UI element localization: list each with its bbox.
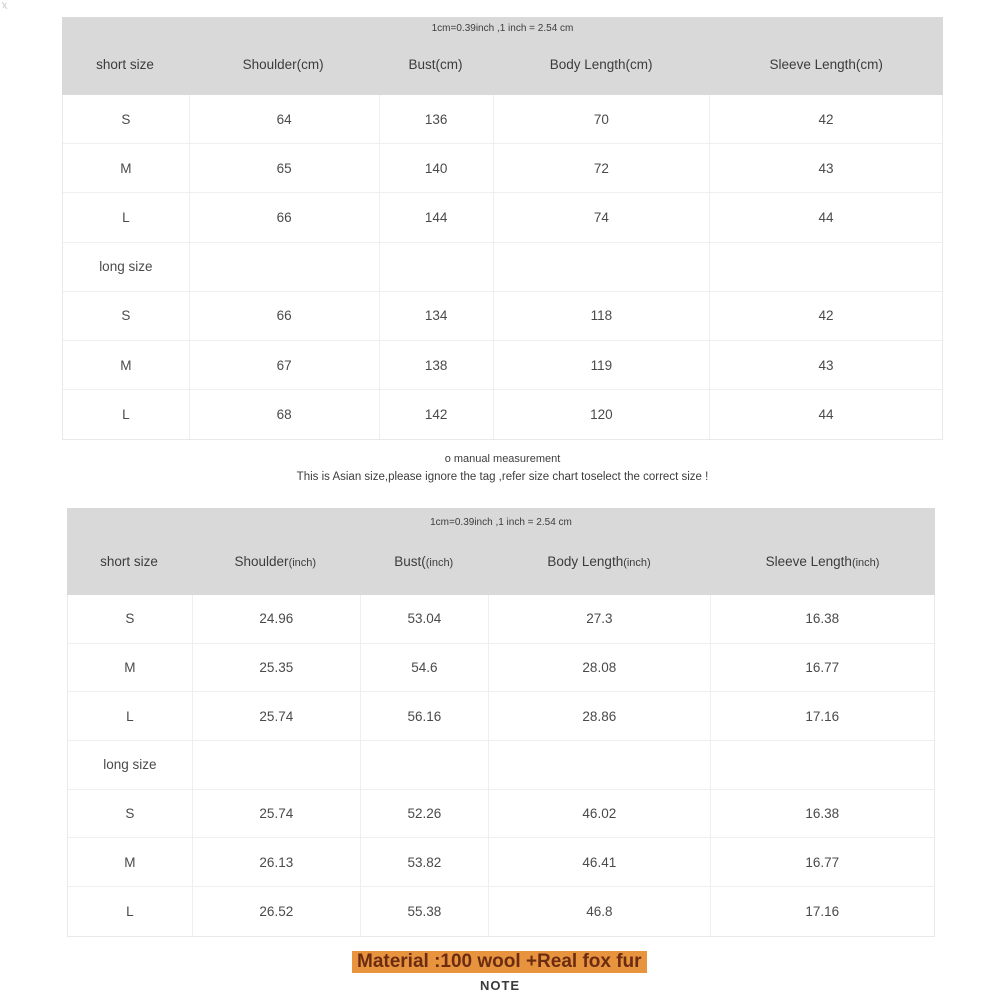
cm-table-header-band: [62, 17, 943, 95]
measurement-cell: 24.96: [192, 595, 360, 643]
measurement-cell: 66: [189, 292, 379, 340]
measurement-cell: [379, 243, 493, 291]
measurement-cell: [710, 741, 934, 789]
measurement-cell: [189, 243, 379, 291]
measurement-cell: 44: [709, 193, 942, 241]
table-row: [68, 887, 934, 936]
measurement-cell: 136: [379, 95, 493, 143]
table-row: [68, 838, 934, 887]
table-row: [63, 243, 942, 292]
column-header: Shoulder(cm): [242, 57, 324, 72]
table-row: [68, 741, 934, 790]
measurement-cell: 118: [493, 292, 709, 340]
measurement-cell: 56.16: [360, 692, 488, 740]
measurement-cell: 46.8: [488, 887, 710, 936]
measurement-cell: 144: [379, 193, 493, 241]
measurement-cell: 44: [709, 390, 942, 439]
size-label-cell: S: [125, 611, 135, 627]
measurement-cell: 28.86: [488, 692, 710, 740]
cm-table-footnotes: [62, 440, 943, 483]
size-label-cell: long size: [99, 259, 153, 275]
column-header: short size: [96, 57, 154, 72]
table-row: [68, 595, 934, 644]
column-header-unit: (inch): [851, 557, 880, 569]
measurement-cell: 138: [379, 341, 493, 389]
measurement-cell: 55.38: [360, 887, 488, 936]
note-partial-text: NOTE: [479, 978, 521, 993]
column-header: Body Length(cm): [549, 57, 653, 72]
measurement-cell: 43: [709, 144, 942, 192]
cm-table-body: [62, 95, 943, 440]
measurement-cell: 65: [189, 144, 379, 192]
measurement-cell: 16.38: [710, 790, 934, 838]
measurement-cell: 134: [379, 292, 493, 340]
measurement-cell: [709, 243, 942, 291]
column-header: [191, 554, 359, 569]
measurement-cell: 28.08: [488, 644, 710, 692]
size-label-cell: M: [124, 660, 136, 676]
column-header-unit: (inch): [623, 557, 651, 569]
measurement-cell: 46.41: [488, 838, 710, 886]
size-label-cell: M: [120, 357, 132, 373]
measurement-cell: 46.02: [488, 790, 710, 838]
cm-unit-conversion-note: 1cm=0.39inch ,1 inch = 2.54 cm: [431, 23, 574, 34]
table-row: [63, 390, 942, 439]
measurement-cell: 52.26: [360, 790, 488, 838]
size-label-cell: L: [126, 708, 134, 724]
table-row: [68, 790, 934, 839]
column-header: [488, 554, 710, 569]
measurement-cell: 42: [709, 95, 942, 143]
inch-table-body: [67, 595, 935, 937]
column-header: [710, 554, 935, 569]
cm-column-header-row: [62, 34, 943, 95]
measurement-cell: 70: [493, 95, 709, 143]
table-row: [63, 292, 942, 341]
size-label-cell: S: [121, 308, 131, 324]
measurement-cell: 25.74: [192, 790, 360, 838]
corner-artifact: [0, 0, 14, 16]
column-header-label: Body Length: [547, 554, 624, 569]
footnote-asian-size: This is Asian size,please ignore the tag ,refer size chart toselect the correct size !: [296, 471, 709, 484]
column-header-unit: (inch): [425, 557, 454, 569]
footnote-manual-measurement: o manual measurement: [444, 453, 561, 466]
measurement-cell: 25.74: [192, 692, 360, 740]
measurement-cell: 140: [379, 144, 493, 192]
measurement-cell: 72: [493, 144, 709, 192]
measurement-cell: 16.77: [710, 838, 934, 886]
measurement-cell: 25.35: [192, 644, 360, 692]
column-header-label: Sleeve Length: [765, 554, 852, 569]
size-label-cell: L: [122, 407, 130, 423]
measurement-cell: 120: [493, 390, 709, 439]
measurement-cell: 66: [189, 193, 379, 241]
measurement-cell: 16.77: [710, 644, 934, 692]
measurement-cell: 53.82: [360, 838, 488, 886]
column-header-label: short size: [100, 554, 158, 569]
column-header-label: Shoulder: [234, 554, 289, 569]
table-row: [63, 144, 942, 193]
size-label-cell: L: [126, 903, 134, 919]
column-header-unit: (inch): [288, 557, 317, 569]
measurement-cell: 26.13: [192, 838, 360, 886]
measurement-cell: 26.52: [192, 887, 360, 936]
measurement-cell: [488, 741, 710, 789]
measurement-cell: [360, 741, 488, 789]
measurement-cell: 53.04: [360, 595, 488, 643]
column-header: Sleeve Length(cm): [769, 57, 883, 72]
size-chart-cm-table: [62, 17, 943, 483]
measurement-cell: 64: [189, 95, 379, 143]
measurement-cell: 43: [709, 341, 942, 389]
measurement-cell: [493, 243, 709, 291]
size-label-cell: L: [122, 209, 130, 225]
column-header: [67, 554, 191, 569]
measurement-cell: 17.16: [710, 692, 934, 740]
measurement-cell: 16.38: [710, 595, 934, 643]
size-label-cell: M: [124, 854, 136, 870]
measurement-cell: 142: [379, 390, 493, 439]
column-header-label: Bust(: [394, 554, 426, 569]
size-chart-inch-table: [67, 508, 935, 937]
table-row: [63, 193, 942, 242]
size-label-cell: S: [121, 111, 131, 127]
measurement-cell: 68: [189, 390, 379, 439]
size-label-cell: long size: [103, 757, 157, 773]
column-header: [360, 554, 488, 569]
measurement-cell: 42: [709, 292, 942, 340]
table-row: [68, 692, 934, 741]
size-label-cell: M: [120, 160, 132, 176]
measurement-cell: 17.16: [710, 887, 934, 936]
material-highlight: Material :100 wool +Real fox fur: [352, 951, 647, 973]
measurement-cell: [192, 741, 360, 789]
table-row: [63, 95, 942, 144]
table-row: [63, 341, 942, 390]
table-row: [68, 644, 934, 693]
measurement-cell: 27.3: [488, 595, 710, 643]
measurement-cell: 74: [493, 193, 709, 241]
measurement-cell: 54.6: [360, 644, 488, 692]
measurement-cell: 67: [189, 341, 379, 389]
inch-column-header-row: [67, 528, 935, 595]
inch-table-header-band: [67, 508, 935, 595]
column-header: Bust(cm): [408, 57, 463, 72]
size-label-cell: S: [125, 806, 135, 822]
measurement-cell: 119: [493, 341, 709, 389]
inch-unit-conversion-note: 1cm=0.39inch ,1 inch = 2.54 cm: [430, 517, 572, 528]
